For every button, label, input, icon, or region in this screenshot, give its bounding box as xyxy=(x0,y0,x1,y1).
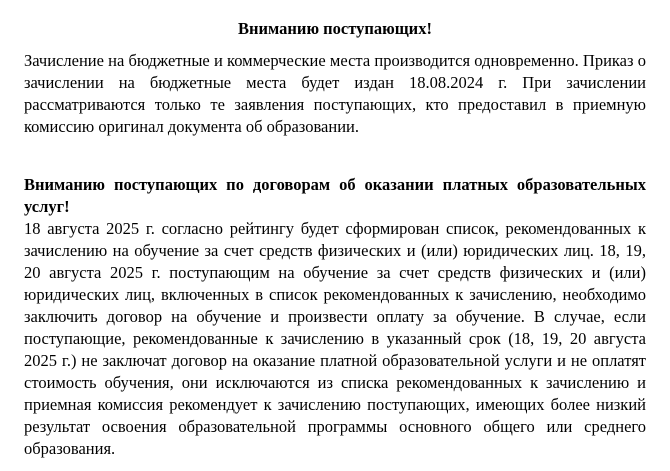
paid-services-section xyxy=(24,174,646,460)
paid-services-heading: Вниманию поступающих по договорам об оказании платных образовательных услуг! xyxy=(24,175,646,216)
admission-section xyxy=(24,50,646,138)
paid-services-paragraph: 18 августа 2025 г. согласно рейтингу будет сформирован список, рекомендованных к зачислению на обучение за счет средств физических и (или) юридических лиц. 18, 19, 20 августа 2025 г. поступающим на обучение за счет средств физических и (или) юридических лиц, включенных в список рекомендованных к зачислению, необходимо заключить договор на обучение и произвести оплату за обучение. В случае, если поступающие, рекомендованные к зачислению в указанный срок (18, 19, 20 августа 2025 г.) не заключат договор на оказание платной образовательной услуги и не оплатят стоимость обучения, они исключаются из списка рекомендованных к зачислению и приемная комиссия рекомендует к зачислению поступающих, имеющих более низкий результат освоения образовательной программы основного общего или среднего образования. xyxy=(24,219,646,458)
section-spacer xyxy=(24,138,646,174)
notice-title: Вниманию поступающих! xyxy=(238,19,432,38)
admission-paragraph: Зачисление на бюджетные и коммерческие места производится одновременно. Приказ о зачислении на бюджетные места будет издан 18.08.2024 г. При зачислении рассматриваются только те заявления поступающих, кто предоставил в приемную комиссию оригинал документа об образовании. xyxy=(24,51,646,136)
